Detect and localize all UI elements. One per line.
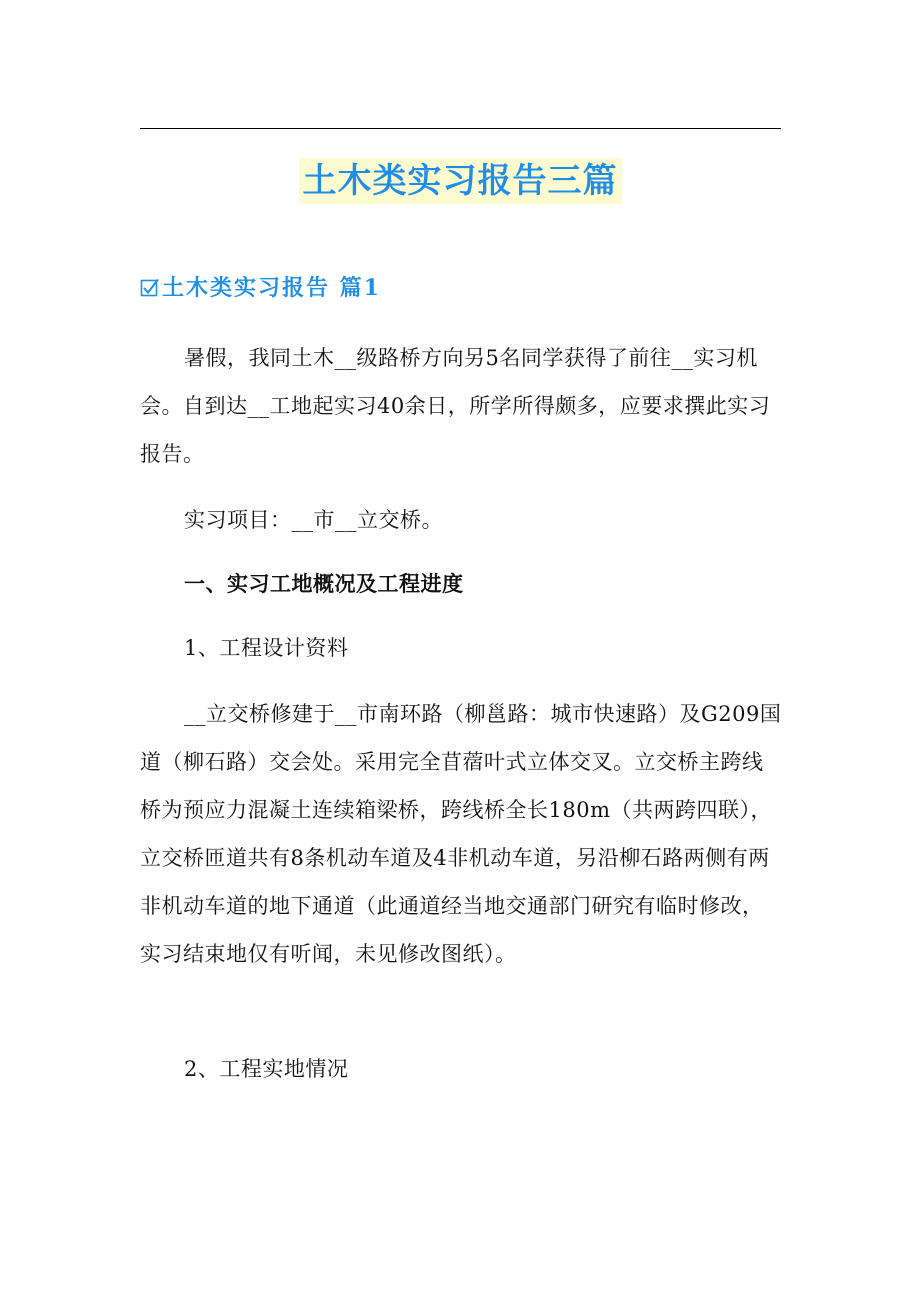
project-paragraph: 实习项目：__市__立交桥。 — [184, 508, 443, 532]
document-title — [0, 158, 920, 204]
subsection-heading-one: 一、实习工地概况及工程进度 — [184, 571, 464, 596]
intro-paragraph: 暑假，我同土木__级路桥方向另5名同学获得了前往__实习机会。自到达__工地起实习40余日，所学所得颇多，应要求撰此实习报告。 — [140, 346, 771, 466]
sub-heading-site: 2、工程实地情况 — [184, 1057, 349, 1081]
document-title-text: 土木类实习报告三篇 — [299, 158, 622, 204]
section-heading — [140, 271, 381, 305]
design-paragraph: __立交桥修建于__市南环路（柳邕路：城市快速路）及G209国道（柳石路）交会处。采用完全苜蓿叶式立体交叉。立交桥主跨线桥为预应力混凝土连续箱梁桥，跨线桥全长180m（共两跨四联），立交桥匝道共有8条机动车道及4非机动车道，另沿柳石路两侧有两非机动车道的地下通道（此通道经当地交通部门研究有临时修改，实习结束地仅有听闻，未见修改图纸）。 — [140, 702, 782, 966]
top-divider — [140, 128, 781, 129]
checkbox-check-icon — [140, 278, 160, 298]
sub-heading-design: 1、工程设计资料 — [184, 636, 349, 660]
section-heading-text: 土木类实习报告 篇1 — [162, 275, 381, 301]
